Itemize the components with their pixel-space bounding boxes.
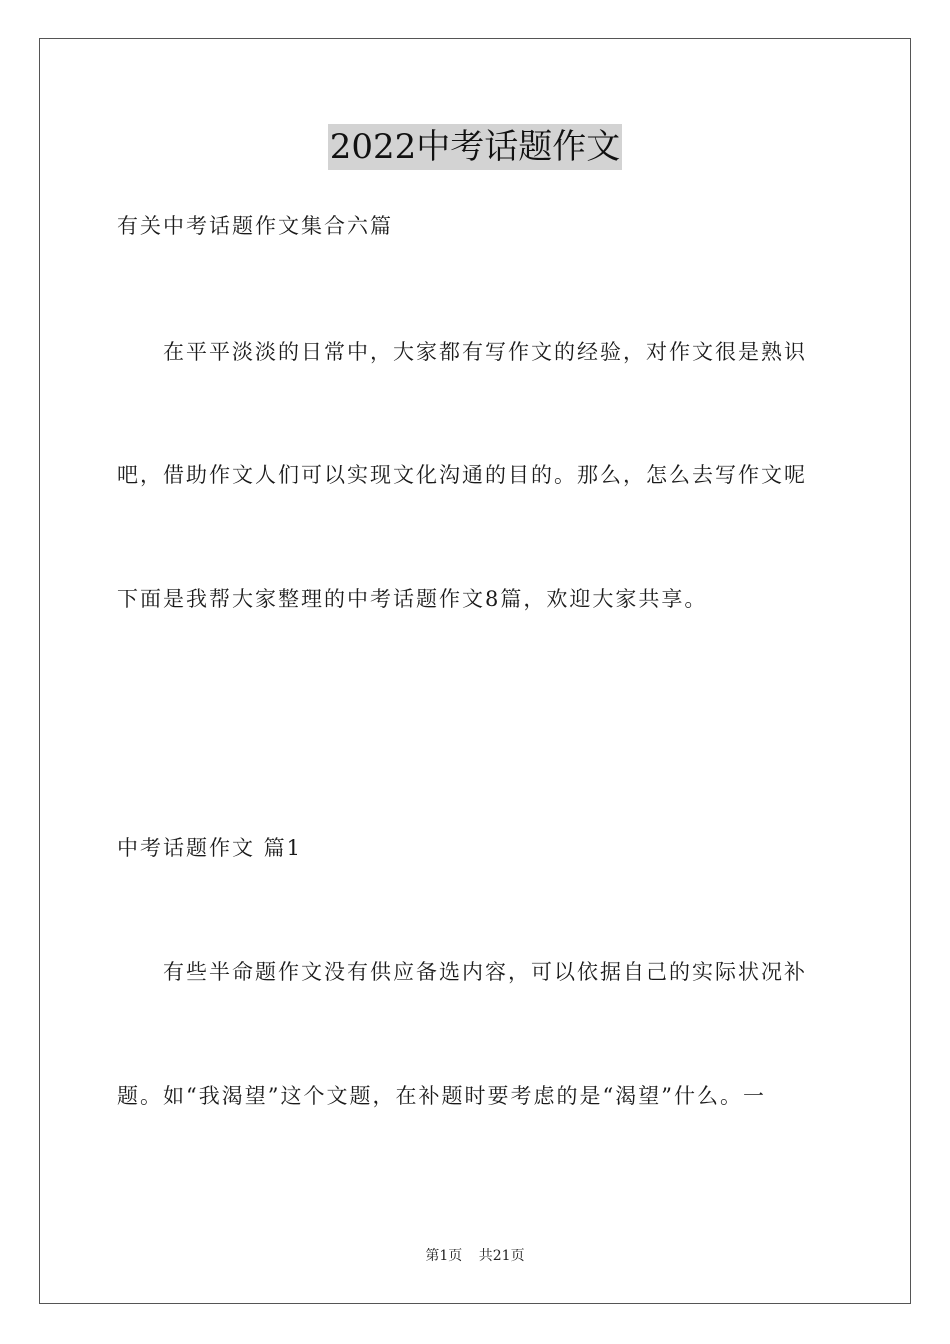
page-number: 第1页 [425, 1248, 463, 1264]
paragraph-line-3: 下面是我帮大家整理的中考话题作文8篇，欢迎大家共享。 [117, 587, 708, 611]
title-container [0, 124, 950, 170]
paragraph-line-2: 吧，借助作文人们可以实现文化沟通的目的。那么，怎么去写作文呢 [117, 463, 807, 487]
page-total: 共21页 [478, 1248, 525, 1264]
document-subtitle: 有关中考话题作文集合六篇 [117, 214, 393, 238]
page-footer [0, 1245, 950, 1265]
document-title: 2022中考话题作文 [328, 124, 623, 170]
paragraph-line-5: 题。如“我渴望”这个文题，在补题时要考虑的是“渴望”什么。一 [117, 1084, 766, 1108]
paragraph-line-1: 在平平淡淡的日常中，大家都有写作文的经验，对作文很是熟识 [163, 340, 807, 364]
paragraph-line-4: 有些半命题作文没有供应备选内容，可以依据自己的实际状况补 [163, 960, 807, 984]
section-heading-1: 中考话题作文 篇1 [117, 836, 303, 860]
